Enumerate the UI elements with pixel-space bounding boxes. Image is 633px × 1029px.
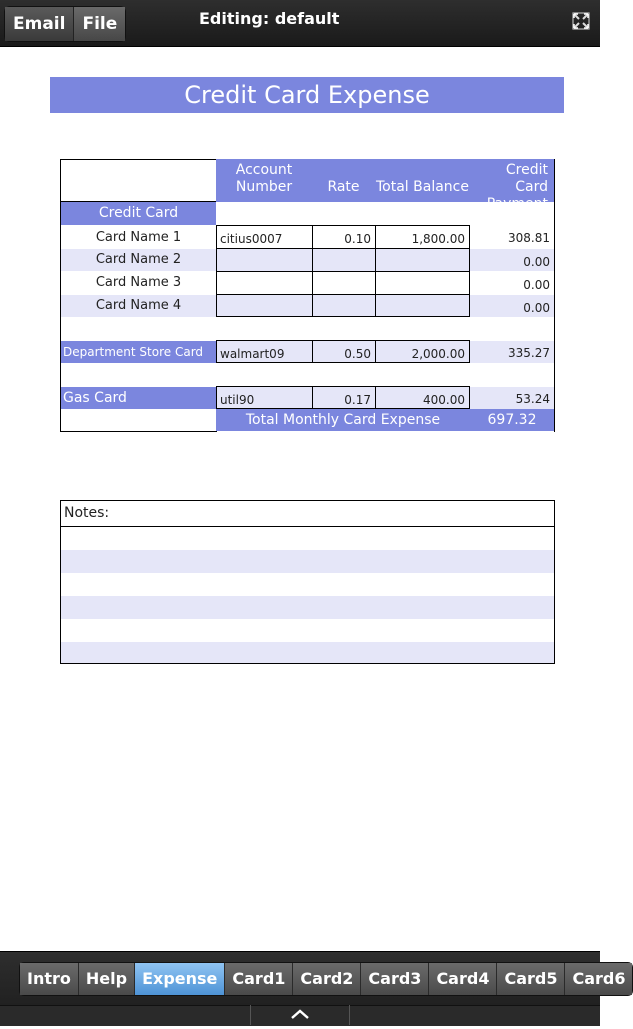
payment-value-2: 0.00 <box>470 249 554 271</box>
section-gas-card: Gas Card <box>61 387 216 409</box>
expand-handle[interactable] <box>250 1005 350 1025</box>
notes-area[interactable] <box>60 500 555 664</box>
balance-input-dept[interactable]: 2,000.00 <box>375 340 470 363</box>
account-input-4[interactable] <box>216 294 313 317</box>
tab-help[interactable]: Help <box>78 963 134 995</box>
chevron-up-icon <box>251 1005 349 1025</box>
rate-input-1[interactable]: 0.10 <box>312 225 376 249</box>
header-total-balance: Total Balance <box>375 159 470 202</box>
rate-input-dept[interactable]: 0.50 <box>312 340 376 363</box>
header-payment: Credit Card Payment <box>470 159 554 202</box>
balance-input-gas[interactable]: 400.00 <box>375 386 470 409</box>
notes-line-4[interactable] <box>61 596 554 619</box>
payment-value-dept: 335.27 <box>470 341 554 363</box>
payment-value-4: 0.00 <box>470 295 554 317</box>
account-input-2[interactable] <box>216 248 313 272</box>
tab-card3[interactable]: Card3 <box>360 963 428 995</box>
notes-line-1[interactable] <box>61 527 554 550</box>
section-credit-card: Credit Card <box>61 202 216 225</box>
balance-input-4[interactable] <box>375 294 470 317</box>
account-input-dept[interactable]: walmart09 <box>216 340 313 363</box>
notes-line-3[interactable] <box>61 573 554 596</box>
tab-card6[interactable]: Card6 <box>564 963 632 995</box>
notes-line-6[interactable] <box>61 642 554 663</box>
tab-card1[interactable]: Card1 <box>224 963 292 995</box>
balance-input-1[interactable]: 1,800.00 <box>375 225 470 249</box>
account-input-3[interactable] <box>216 271 313 295</box>
page-title: Credit Card Expense <box>50 77 564 113</box>
tab-intro[interactable]: Intro <box>20 963 78 995</box>
header-account-number: Account Number <box>216 159 312 202</box>
email-button[interactable]: Email <box>5 7 73 41</box>
balance-input-2[interactable] <box>375 248 470 272</box>
corner-cell <box>60 159 217 202</box>
total-label: Total Monthly Card Expense <box>216 409 470 431</box>
card-name-2: Card Name 2 <box>61 249 216 271</box>
bottom-tab-bar <box>0 951 626 1025</box>
rate-input-4[interactable] <box>312 294 376 317</box>
balance-input-3[interactable] <box>375 271 470 295</box>
tab-card5[interactable]: Card5 <box>496 963 564 995</box>
total-value: 697.32 <box>470 409 554 431</box>
notes-line-5[interactable] <box>61 619 554 642</box>
card-name-4: Card Name 4 <box>61 295 216 317</box>
section-department-store: Department Store Card <box>61 341 216 363</box>
editing-title: Editing: default <box>199 9 340 28</box>
rate-input-2[interactable] <box>312 248 376 272</box>
file-button[interactable]: File <box>73 7 125 41</box>
tab-card2[interactable]: Card2 <box>292 963 360 995</box>
tab-expense[interactable]: Expense <box>134 963 224 995</box>
notes-line-2[interactable] <box>61 550 554 573</box>
payment-value-1: 308.81 <box>508 231 550 245</box>
card-name-3: Card Name 3 <box>95 275 182 290</box>
rate-input-3[interactable] <box>312 271 376 295</box>
sheet-tabs <box>19 962 633 996</box>
card-name-1: Card Name 1 <box>95 230 182 245</box>
rate-input-gas[interactable]: 0.17 <box>312 386 376 409</box>
account-input-gas[interactable]: util90 <box>216 386 313 409</box>
header-rate: Rate <box>312 159 375 202</box>
notes-label: Notes: <box>64 505 110 521</box>
account-input-1[interactable]: citius0007 <box>216 225 313 249</box>
tab-card4[interactable]: Card4 <box>428 963 496 995</box>
payment-value-3: 0.00 <box>523 278 550 292</box>
payment-value-gas: 53.24 <box>470 387 554 409</box>
